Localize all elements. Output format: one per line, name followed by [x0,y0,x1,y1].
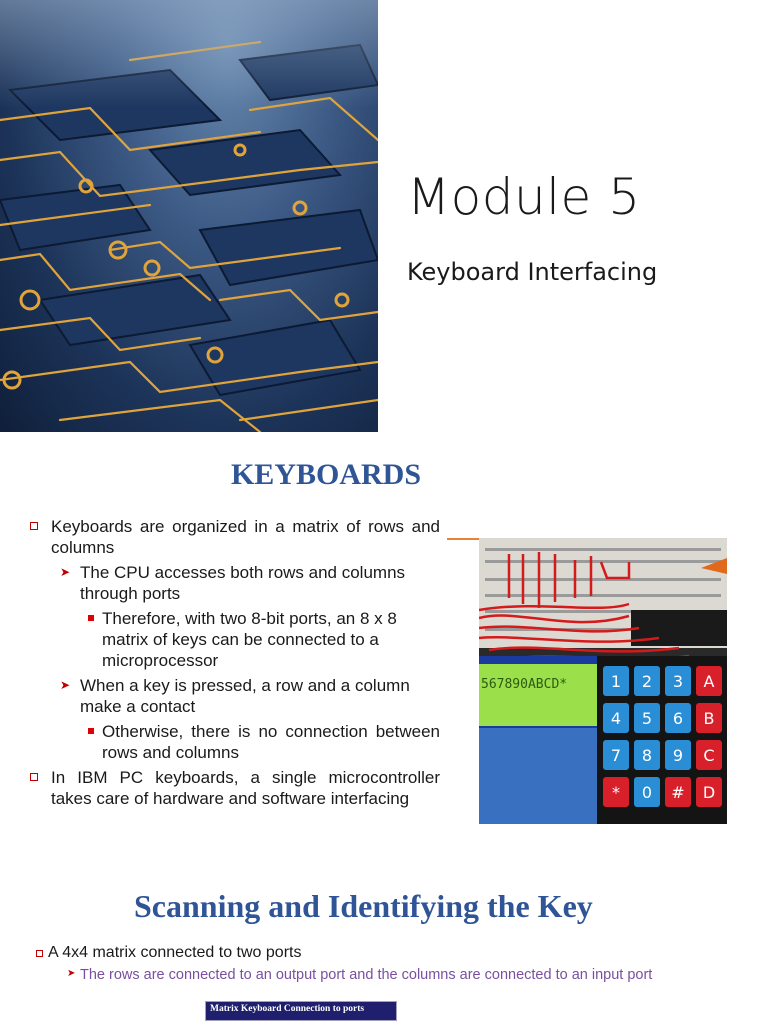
keypad-key-label: * [612,783,620,802]
bullet-item: Otherwise, there is no connection between rows and columns [30,721,440,763]
keyboards-heading: KEYBOARDS [230,458,422,491]
bullet-item: Therefore, with two 8-bit ports, an 8 x 8 matrix of keys can be connected to a microprocessor [30,608,440,671]
arrow-bullet-icon: ➤ [60,565,71,579]
keypad-key-label: D [702,783,716,802]
square-bullet-icon [36,950,43,957]
keypad-breadboard-photo [479,538,727,824]
keypad-key-label: 2 [641,672,653,691]
square-bullet-icon [30,522,38,530]
keypad-key-label: B [703,709,715,728]
keypad-key-label: 7 [610,746,622,765]
title-slide [0,0,768,432]
square-bullet-icon [30,773,38,781]
bullet-item: ➤ The CPU accesses both rows and columns through ports [60,563,406,603]
keypad-key-label: C [703,746,715,765]
accent-line [447,538,481,540]
filled-square-bullet-icon [88,615,94,621]
keypad-key-label: 9 [672,746,684,765]
slide-subtitle: Keyboard Interfacing [407,258,658,286]
keypad-key-label: A [703,672,715,691]
bullet-item: In IBM PC keyboards, a single microcontroller takes care of hardware and software interfacing [30,767,440,809]
circuit-board-image [0,0,378,432]
filled-square-bullet-icon [88,728,94,734]
scanning-heading: Scanning and Identifying the Key [134,888,593,924]
arrow-bullet-icon: ➤ [67,968,76,979]
keypad-key-label: 3 [672,672,684,691]
keypad-key-label: # [671,783,685,802]
bullet-item: A 4x4 matrix connected to two ports [48,944,301,962]
keypad-key-label: 6 [672,709,684,728]
bullet-item: Keyboards are organized in a matrix of rows and columns [30,516,440,558]
arrow-bullet-icon: ➤ [60,678,71,692]
keypad-key-label: 1 [610,672,622,691]
bullet-item: ➤ The rows are connected to an output port and the columns are connected to an input port [67,967,653,983]
figure-caption: Matrix Keyboard Connection to ports [205,1001,397,1021]
keypad-key-label: 5 [641,709,653,728]
keypad-key-label: 8 [641,746,653,765]
slide-title: Module 5 [407,168,641,226]
keyboards-slide [0,446,768,846]
keypad-key-label: 4 [610,709,622,728]
scanning-slide [0,880,768,1024]
lcd-text: 567890ABCD* [481,677,568,692]
bullet-list [30,516,440,813]
bullet-item: ➤ When a key is pressed, a row and a column make a contact [60,676,410,716]
keypad-key-label: 0 [641,783,653,802]
